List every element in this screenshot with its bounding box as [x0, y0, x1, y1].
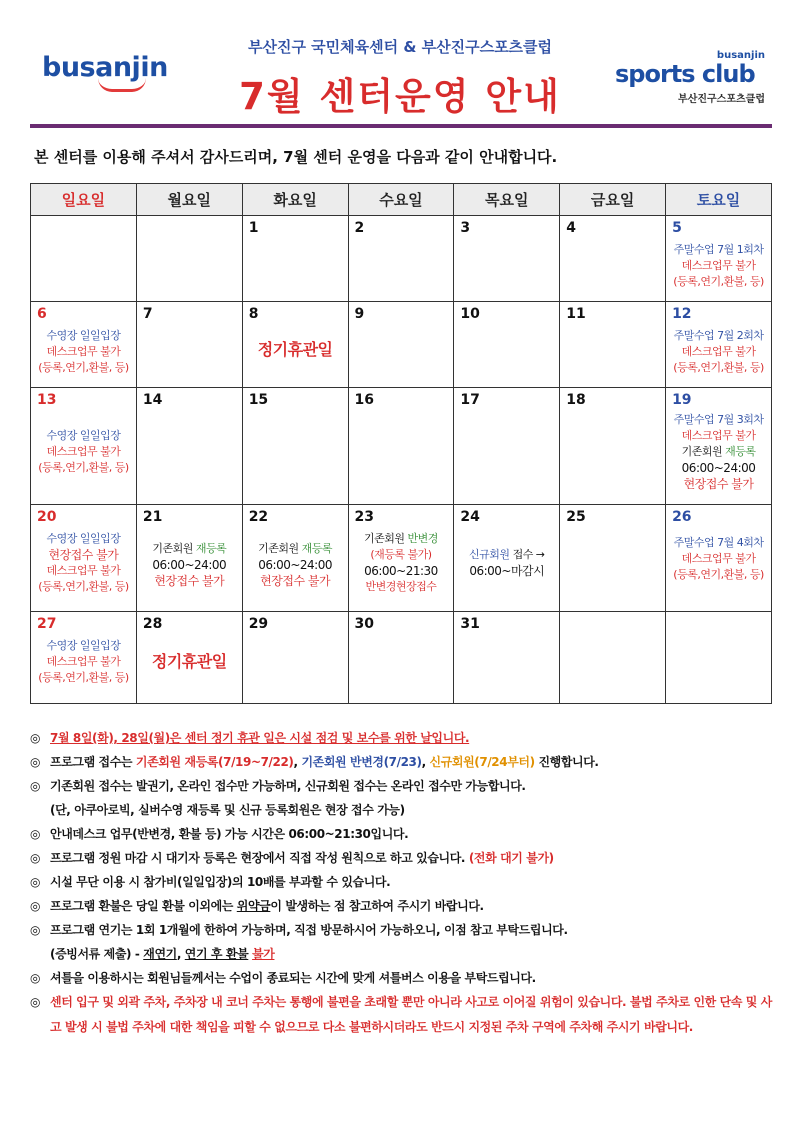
desk-detail-note: (등록,연기,환불, 등) — [673, 275, 764, 288]
day-number: 7 — [142, 306, 153, 322]
notice-item — [30, 870, 780, 894]
day-number: 24 — [460, 509, 480, 525]
day-number: 22 — [248, 509, 269, 525]
regular-closed-note: 정기휴관일 — [151, 652, 227, 671]
calendar-cell-empty — [31, 216, 137, 302]
notice-item — [30, 774, 780, 798]
calendar-cell-empty — [560, 612, 666, 704]
bullet-icon: ◎ — [30, 875, 41, 889]
day-number: 30 — [354, 616, 375, 632]
calendar-cell-25 — [560, 505, 666, 612]
hours-note: 06:00~마감시 — [469, 564, 545, 578]
notice-text: (증빙서류 제출) - — [50, 947, 144, 961]
sportsclub-logo-text: sports club — [615, 60, 755, 88]
calendar-cell-21 — [136, 505, 242, 612]
calendar-cell-31 — [454, 612, 560, 704]
bullet-icon: ◎ — [30, 731, 41, 745]
weekday-monday: 월요일 — [136, 184, 242, 216]
calendar-cell-empty — [666, 612, 772, 704]
notice-text: , — [176, 947, 185, 961]
notice-text: , — [293, 755, 302, 769]
day-number: 8 — [248, 306, 259, 322]
pool-daily-note: 수영장 일일입장 — [46, 429, 121, 442]
weekday-wednesday: 수요일 — [348, 184, 454, 216]
notice-text: 안내데스크 업무(반변경, 환불 등) 가능 시간은 06:00~21:30입니다. — [50, 827, 409, 841]
calendar-cell-7 — [136, 302, 242, 388]
cell-notes — [454, 547, 559, 579]
cell-notes — [31, 428, 136, 476]
notice-text: (단, 아쿠아로빅, 실버수영 재등록 및 신규 등록회원은 현장 접수 가능) — [50, 803, 405, 817]
weekday-sunday: 일요일 — [31, 184, 137, 216]
calendar-cell-27 — [31, 612, 137, 704]
pool-daily-note: 수영장 일일입장 — [46, 532, 121, 545]
re-register-label: 재등록 — [301, 542, 333, 555]
bullet-icon: ◎ — [30, 755, 41, 769]
calendar-cell-29 — [242, 612, 348, 704]
regular-closed-note: 정기휴관일 — [257, 340, 333, 359]
day-number: 15 — [248, 392, 269, 408]
day-number: 14 — [142, 392, 163, 408]
day-number: 5 — [672, 220, 682, 236]
calendar-cell-4 — [560, 216, 666, 302]
new-member-note — [454, 547, 559, 563]
existing-member-label: 기존회원 — [152, 542, 193, 555]
notice-parking: 센터 입구 및 외곽 주차, 주차장 내 코너 주차는 통행에 불편을 초래할 뿐만 아니라 사고로 이어질 위험이 있습니다. 불법 주차로 인한 단속 및 사고 발생 시 불법 주차에 대한 책임을 피할 수 없으므로 다소 불편하시더라도 반드시 지정된 주차 구역에 주차해 주시기 바랍니다. — [50, 995, 772, 1034]
re-register-unavailable-note: (재등록 불가) — [370, 548, 432, 561]
weekend-class-note: 주말수업 7월 2회차 — [673, 329, 764, 342]
bullet-icon: ◎ — [30, 971, 41, 985]
desk-detail-note: (등록,연기,환불, 등) — [38, 461, 129, 474]
intro-text: 본 센터를 이용해 주셔서 감사드리며, 7월 센터 운영을 다음과 같이 안내합니다. — [34, 148, 558, 166]
day-number: 9 — [354, 306, 365, 322]
notice-continuation — [30, 942, 780, 966]
calendar-week-4 — [31, 505, 772, 612]
onsite-unavailable-note: 현장접수 불가 — [154, 574, 225, 588]
desk-unavailable-note: 데스크업무 불가 — [46, 345, 121, 358]
desk-unavailable-note: 데스크업무 불가 — [681, 259, 756, 272]
calendar-cell-22 — [242, 505, 348, 612]
desk-unavailable-note: 데스크업무 불가 — [681, 552, 756, 565]
calendar-cell-1 — [242, 216, 348, 302]
cell-notes — [31, 328, 136, 376]
header — [0, 0, 800, 120]
notice-item — [30, 990, 780, 1040]
day-number: 23 — [354, 509, 375, 525]
calendar-cell-30 — [348, 612, 454, 704]
calendar-cell-16 — [348, 388, 454, 505]
calendar-week-1 — [31, 216, 772, 302]
existing-member-label: 기존회원 — [681, 445, 723, 458]
calendar-cell-24 — [454, 505, 560, 612]
hours-note: 06:00~24:00 — [152, 558, 227, 572]
calendar-cell-19 — [666, 388, 772, 505]
bullet-icon: ◎ — [30, 899, 41, 913]
calendar-week-5 — [31, 612, 772, 704]
new-member-label: 신규회원 — [469, 548, 510, 561]
day-number: 11 — [566, 306, 586, 322]
notice-phone-wait: (전화 대기 불가) — [468, 851, 554, 865]
re-register-label: 재등록 — [725, 445, 756, 458]
cell-notes — [31, 638, 136, 686]
calendar-cell-10 — [454, 302, 560, 388]
calendar-cell-empty — [136, 216, 242, 302]
notice-item — [30, 918, 780, 942]
header-subtitle: 부산진구 국민체육센터 & 부산진구스포츠클럽 — [247, 38, 553, 56]
page-title: 7월 센터운영 안내 — [239, 75, 561, 118]
calendar-cell-15 — [242, 388, 348, 505]
notice-text: 프로그램 정원 마감 시 대기자 등록은 현장에서 직접 작성 원칙으로 하고 있습니다. — [50, 851, 469, 865]
desk-detail-note: (등록,연기,환불, 등) — [38, 361, 129, 374]
calendar-cell-5 — [666, 216, 772, 302]
calendar-cell-18 — [560, 388, 666, 505]
day-number: 25 — [566, 509, 586, 525]
re-register-note — [137, 541, 242, 557]
cell-notes — [243, 340, 348, 360]
desk-detail-note: (등록,연기,환불, 등) — [673, 568, 764, 581]
onsite-unavailable-note: 현장접수 불가 — [48, 548, 119, 562]
onsite-unavailable-note: 현장접수 불가 — [260, 574, 331, 588]
cell-notes — [349, 531, 454, 595]
bullet-icon: ◎ — [30, 851, 41, 865]
change-onsite-note: 반변경현장접수 — [365, 580, 437, 593]
bullet-icon: ◎ — [30, 827, 41, 841]
calendar-cell-14 — [136, 388, 242, 505]
day-number: 13 — [37, 392, 57, 408]
calendar-table — [30, 183, 772, 704]
pool-daily-note: 수영장 일일입장 — [46, 639, 121, 652]
re-register-note — [666, 444, 771, 460]
day-number: 27 — [37, 616, 57, 632]
bullet-icon: ◎ — [30, 779, 41, 793]
day-number: 31 — [460, 616, 480, 632]
notice-text: 시설 무단 이용 시 참가비(일일입장)의 10배를 부과할 수 있습니다. — [50, 875, 391, 889]
notice-refund-after-postpone: 연기 후 환불 — [184, 947, 249, 961]
day-number: 18 — [566, 392, 586, 408]
cell-notes — [666, 242, 771, 290]
calendar-cell-26 — [666, 505, 772, 612]
desk-unavailable-note: 데스크업무 불가 — [46, 445, 121, 458]
change-label: 반변경 — [407, 532, 438, 545]
cell-notes — [31, 531, 136, 595]
notice-text: 프로그램 접수는 — [50, 755, 136, 769]
notice-new-member-period: 신규회원(7/24부터) — [429, 755, 535, 769]
notice-re-postpone: 재연기 — [143, 947, 177, 961]
notice-item — [30, 894, 780, 918]
cell-notes — [666, 412, 771, 492]
cell-notes — [137, 652, 242, 672]
day-number: 3 — [460, 220, 471, 236]
notice-text: 프로그램 연기는 1회 1개월에 한하여 가능하며, 직접 방문하시어 가능하오니, 이점 참고 부탁드립니다. — [50, 923, 568, 937]
weekend-class-note: 주말수업 7월 3회차 — [673, 413, 764, 426]
calendar-cell-28 — [136, 612, 242, 704]
weekday-friday: 금요일 — [560, 184, 666, 216]
calendar-cell-6 — [31, 302, 137, 388]
change-note — [349, 531, 454, 547]
day-number: 20 — [37, 509, 57, 525]
notice-re-register-period: 기존회원 재등록(7/19~7/22) — [135, 755, 294, 769]
notice-change-period: 기존회원 반변경(7/23) — [301, 755, 422, 769]
hours-note: 06:00~21:30 — [364, 564, 438, 578]
calendar-cell-11 — [560, 302, 666, 388]
calendar-cell-23 — [348, 505, 454, 612]
desk-detail-note: (등록,연기,환불, 등) — [673, 361, 764, 374]
notice-list — [30, 726, 780, 1040]
day-number: 1 — [248, 220, 259, 236]
notice-text: 이 발생하는 점 참고하여 주시기 바랍니다. — [270, 899, 484, 913]
calendar-week-3 — [31, 388, 772, 505]
notice-text: 진행합니다. — [534, 755, 599, 769]
notice-item — [30, 846, 780, 870]
bullet-icon: ◎ — [30, 923, 41, 937]
notice-continuation — [30, 798, 780, 822]
cell-notes — [666, 328, 771, 376]
weekend-class-note: 주말수업 7월 4회차 — [673, 536, 764, 549]
calendar-cell-9 — [348, 302, 454, 388]
desk-unavailable-note: 데스크업무 불가 — [46, 655, 121, 668]
desk-detail-note: (등록,연기,환불, 등) — [38, 671, 129, 684]
sportsclub-logo-small: busanjin — [716, 50, 765, 61]
calendar-cell-13 — [31, 388, 137, 505]
existing-member-label: 기존회원 — [364, 532, 405, 545]
calendar-cell-17 — [454, 388, 560, 505]
weekday-thursday: 목요일 — [454, 184, 560, 216]
notice-text: 기존회원 접수는 발권기, 온라인 접수만 가능하며, 신규회원 접수는 온라인 접수만 가능합니다. — [50, 779, 526, 793]
cell-notes — [137, 541, 242, 589]
bullet-icon: ◎ — [30, 995, 41, 1009]
cell-notes — [243, 541, 348, 589]
cell-notes — [666, 535, 771, 583]
day-number: 10 — [460, 306, 480, 322]
day-number: 26 — [672, 509, 692, 525]
reception-label: 접수 → — [512, 548, 545, 561]
calendar-cell-2 — [348, 216, 454, 302]
day-number: 21 — [142, 509, 163, 525]
calendar-cell-20 — [31, 505, 137, 612]
calendar-cell-3 — [454, 216, 560, 302]
weekday-header-row — [31, 184, 772, 216]
day-number: 19 — [672, 392, 692, 408]
day-number: 17 — [460, 392, 480, 408]
notice-item — [30, 966, 780, 990]
calendar-week-2 — [31, 302, 772, 388]
notice-text: 프로그램 환불은 당일 환불 이외에는 — [50, 899, 237, 913]
sportsclub-logo-korean: 부산진구스포츠클럽 — [678, 94, 765, 105]
desk-detail-note: (등록,연기,환불, 등) — [38, 580, 129, 593]
re-register-label: 재등록 — [195, 542, 227, 555]
weekday-tuesday: 화요일 — [242, 184, 348, 216]
existing-member-label: 기존회원 — [258, 542, 299, 555]
hours-note: 06:00~24:00 — [258, 558, 332, 572]
day-number: 16 — [354, 392, 375, 408]
notice-item — [30, 726, 780, 750]
day-number: 4 — [566, 220, 576, 236]
day-number: 12 — [672, 306, 692, 322]
weekday-saturday: 토요일 — [666, 184, 772, 216]
calendar-cell-8 — [242, 302, 348, 388]
calendar-cell-12 — [666, 302, 772, 388]
header-divider — [30, 124, 772, 128]
day-number: 2 — [354, 220, 365, 236]
hours-note: 06:00~24:00 — [681, 461, 756, 475]
notice-closed-days: 7월 8일(화), 28일(월)은 센터 정기 휴관 일은 시설 점검 및 보수를 위한 날입니다. — [50, 731, 470, 745]
weekend-class-note: 주말수업 7월 1회차 — [673, 243, 764, 256]
notice-not-allowed: 불가 — [252, 947, 275, 961]
onsite-unavailable-note: 현장접수 불가 — [683, 477, 754, 491]
re-register-note — [243, 541, 348, 557]
day-number: 6 — [37, 306, 47, 322]
day-number: 29 — [248, 616, 269, 632]
desk-unavailable-note: 데스크업무 불가 — [681, 429, 756, 442]
notice-text: , — [421, 755, 430, 769]
notice-item — [30, 822, 780, 846]
pool-daily-note: 수영장 일일입장 — [46, 329, 121, 342]
notice-penalty: 위약금 — [236, 899, 271, 913]
sportsclub-logo — [615, 50, 765, 110]
busanjin-logo-text: busanjin — [42, 52, 168, 83]
desk-unavailable-note: 데스크업무 불가 — [681, 345, 756, 358]
day-number: 28 — [142, 616, 163, 632]
notice-item — [30, 750, 780, 774]
notice-text: 셔틀을 이용하시는 회원님들께서는 수업이 종료되는 시간에 맞게 셔틀버스 이용을 부탁드립니다. — [50, 971, 536, 985]
desk-unavailable-note: 데스크업무 불가 — [46, 564, 121, 577]
